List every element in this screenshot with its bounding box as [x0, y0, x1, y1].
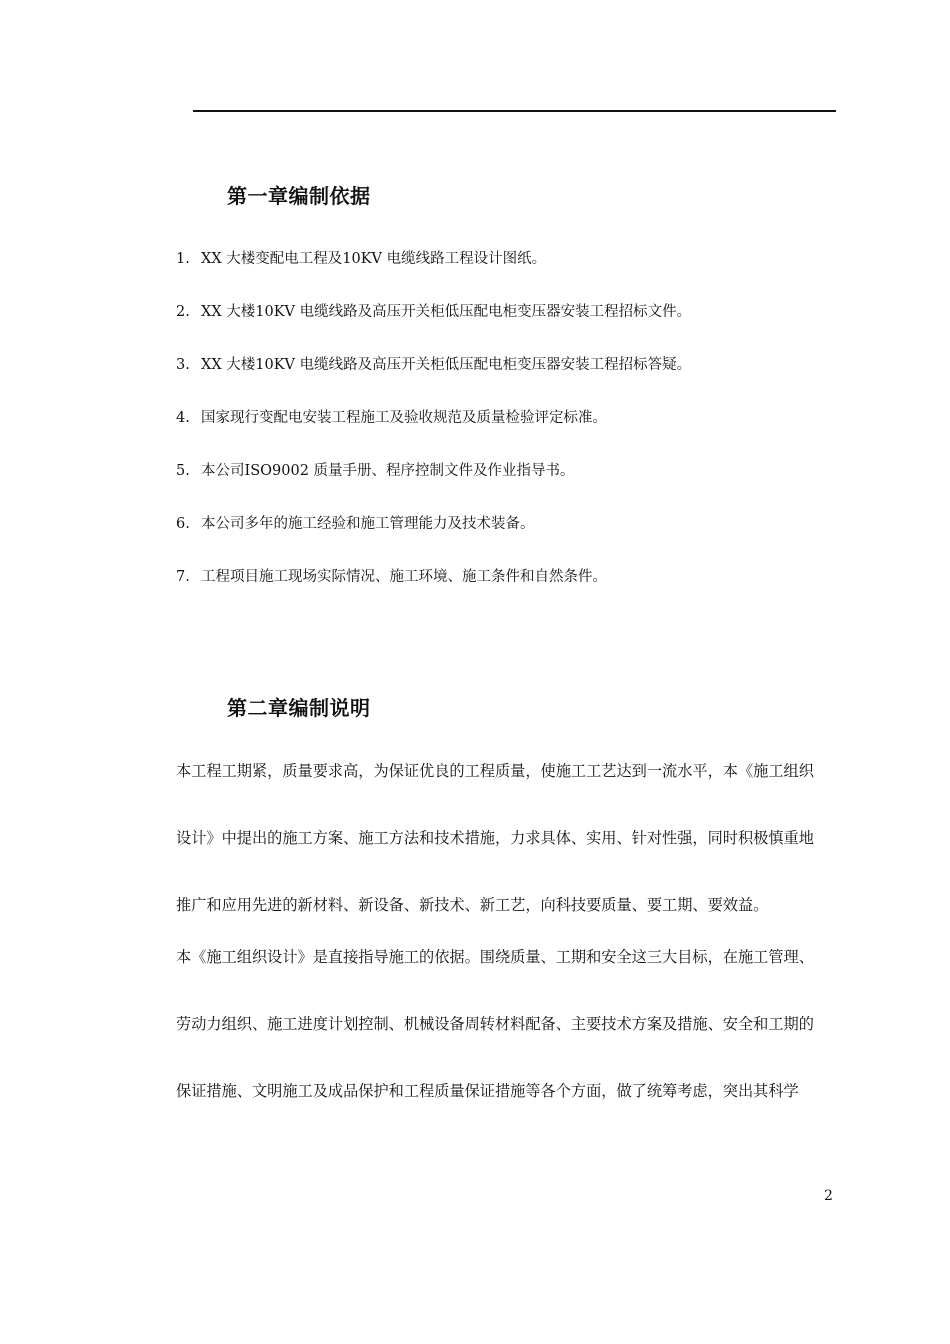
list-number: 1.: [176, 251, 190, 267]
list-number: 3.: [176, 357, 190, 373]
paragraph-line: 劳动力组织、施工进度计划控制、机械设备周转材料配备、主要技术方案及措施、安全和工期的: [176, 1015, 814, 1033]
page-number: 2: [824, 1188, 833, 1204]
list-text: 国家现行变配电安装工程施工及验收规范及质量检验评定标准。: [201, 410, 607, 426]
list-text: XX 大楼10KV 电缆线路及高压开关柜低压配电柜变压器安装工程招标文件。: [201, 304, 692, 320]
list-item: [176, 408, 691, 461]
list-item: [176, 249, 691, 302]
paragraph-2: [176, 946, 866, 1147]
list-number: 5.: [176, 463, 190, 479]
list-text: XX 大楼10KV 电缆线路及高压开关柜低压配电柜变压器安装工程招标答疑。: [201, 357, 692, 373]
chapter2-title: 第二章编制说明: [227, 696, 371, 720]
paragraph-line: 推广和应用先进的新材料、新设备、新技术、新工艺，向科技要质量、要工期、要效益。: [176, 896, 769, 914]
list-item: [176, 461, 691, 514]
chapter1-title: 第一章编制依据: [227, 184, 371, 208]
list-number: 7.: [176, 569, 190, 585]
list-text: 本公司ISO9002 质量手册、程序控制文件及作业指导书。: [201, 463, 575, 479]
list-text: XX 大楼变配电工程及10KV 电缆线路工程设计图纸。: [201, 251, 547, 267]
list-number: 4.: [176, 410, 190, 426]
list-item: [176, 355, 691, 408]
basis-list: [176, 249, 691, 620]
paragraph-line: 保证措施、文明施工及成品保护和工程质量保证措施等各个方面，做了统筹考虑，突出其科学: [176, 1082, 799, 1100]
list-item: [176, 567, 691, 620]
paragraph-line: 设计》中提出的施工方案、施工方法和技术措施，力求具体、实用、针对性强，同时积极慎重地: [176, 829, 814, 847]
list-item: [176, 302, 691, 355]
paragraph-line: 本《施工组织设计》是直接指导施工的依据。围绕质量、工期和安全这三大目标，在施工管理、: [176, 948, 814, 966]
list-text: 本公司多年的施工经验和施工管理能力及技术装备。: [201, 516, 535, 532]
list-number: 6.: [176, 516, 190, 532]
header-rule: [193, 110, 836, 112]
list-item: [176, 514, 691, 567]
list-number: 2.: [176, 304, 190, 320]
list-text: 工程项目施工现场实际情况、施工环境、施工条件和自然条件。: [201, 569, 607, 585]
paragraph-1: [176, 760, 866, 961]
paragraph-line: 本工程工期紧，质量要求高，为保证优良的工程质量，使施工工艺达到一流水平，本《施工组织: [176, 762, 814, 780]
